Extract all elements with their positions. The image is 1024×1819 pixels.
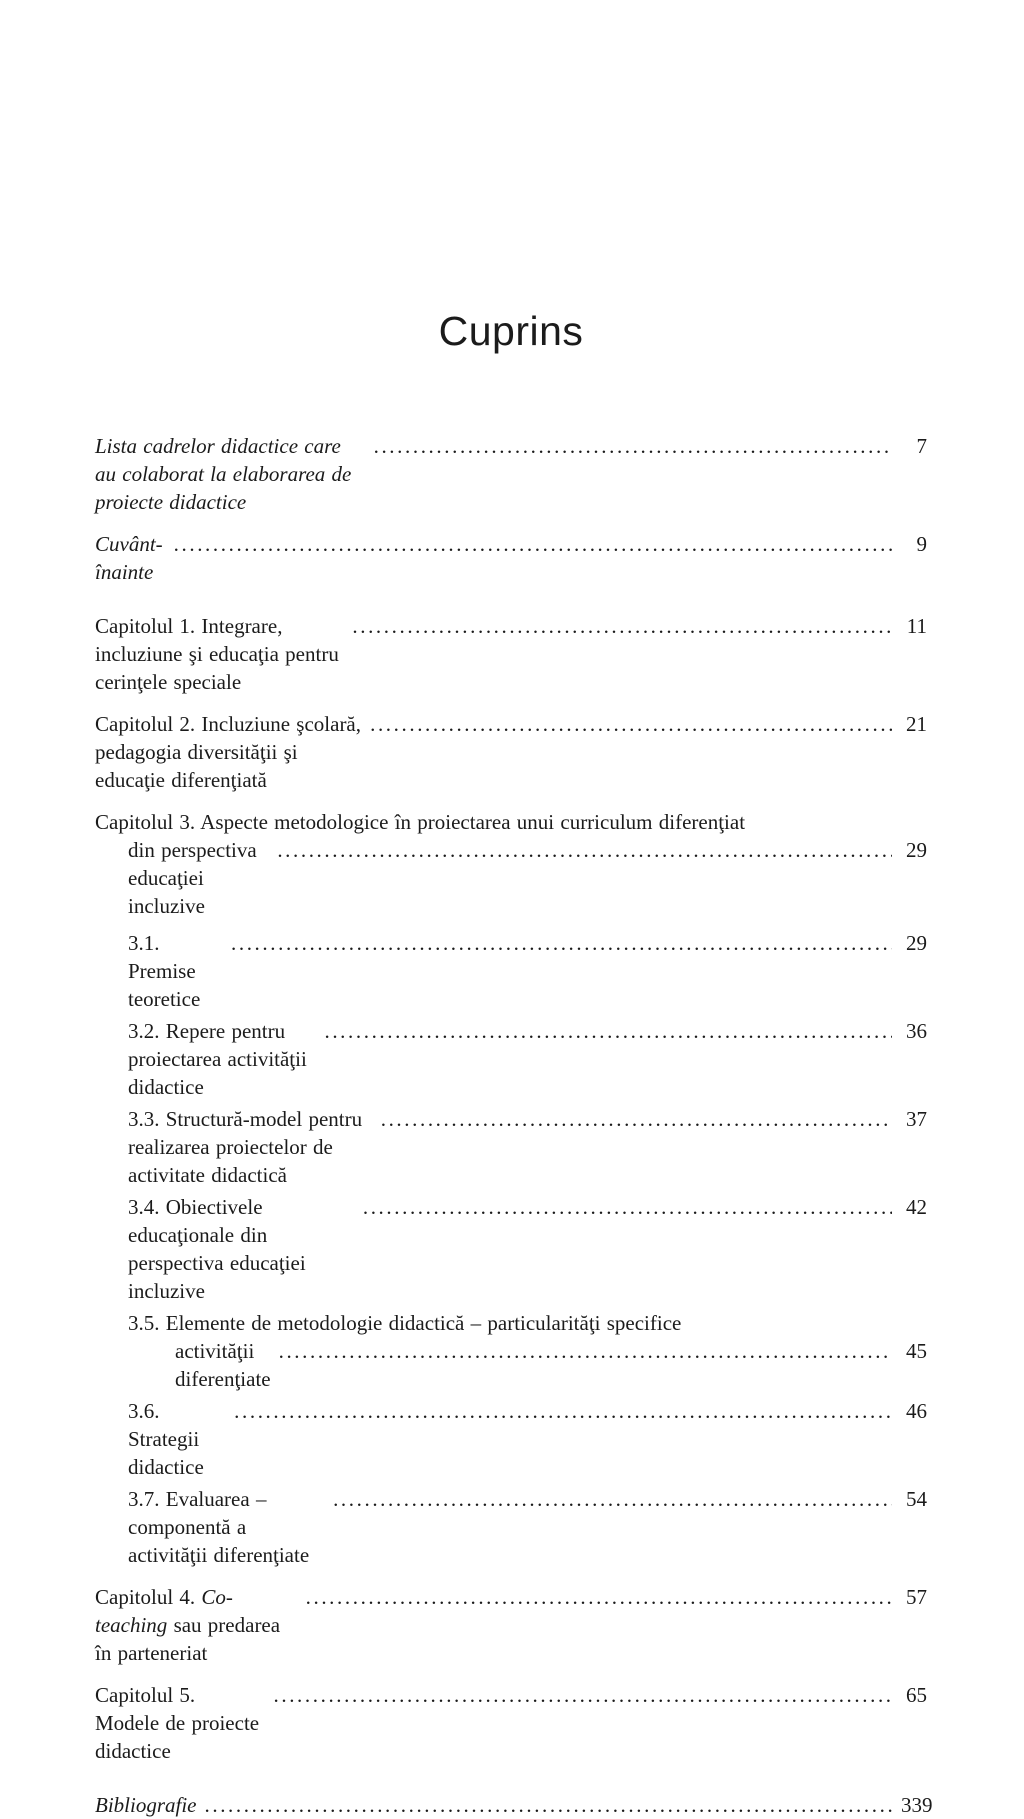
toc-entry — [95, 1791, 933, 1819]
toc-entry-label — [95, 1583, 298, 1667]
toc-leader — [355, 1193, 892, 1221]
toc-entry-line — [128, 1485, 927, 1569]
toc-page-number: 7 — [916, 434, 927, 458]
toc-label-segment: 3.3. Structură-model pentru realizarea proiectelor de activitate didactică — [128, 1107, 369, 1187]
toc-page-number: 54 — [906, 1487, 927, 1511]
toc-leader — [325, 1485, 892, 1513]
toc-leader — [362, 710, 892, 738]
toc-entry-label — [95, 1681, 266, 1765]
toc-page-number: 29 — [906, 931, 927, 955]
toc-leader — [366, 432, 892, 460]
toc-page-number: 37 — [906, 1107, 927, 1131]
toc-leader — [166, 530, 892, 558]
toc-page-number: 45 — [906, 1339, 927, 1363]
toc-leader — [298, 1583, 892, 1611]
toc-entry-line — [128, 1193, 927, 1305]
toc-label-segment: Capitolul 4. — [95, 1585, 202, 1609]
toc-page-number: 339 — [901, 1793, 933, 1817]
toc-leader — [271, 1337, 892, 1365]
toc-label-segment: Capitolul 2. Incluziune şcolară, pedagogia diversităţii şi educaţie diferenţiată — [95, 712, 368, 792]
toc-leader — [226, 1397, 892, 1425]
toc-entry-label-continuation: activităţii diferenţiate — [175, 1339, 271, 1391]
toc-label-segment: 3.7. Evaluarea – componentă a activităţii diferenţiate — [128, 1487, 310, 1567]
toc-entry-label — [95, 808, 745, 836]
toc-list — [95, 432, 933, 1819]
toc-entry-label — [95, 432, 366, 516]
toc-page-number: 11 — [906, 614, 927, 638]
toc-entry-label — [128, 1105, 373, 1189]
toc-label-segment: sau predarea în parteneriat — [95, 1613, 287, 1665]
toc-entry-label — [128, 1397, 226, 1481]
toc-entry — [95, 1193, 927, 1305]
toc-page-number: 57 — [906, 1585, 927, 1609]
toc-page-number: 9 — [916, 532, 927, 556]
toc-entry — [95, 1583, 927, 1667]
toc-entry-label — [128, 1485, 325, 1569]
toc-entry — [95, 710, 927, 794]
toc-page-number: 29 — [906, 838, 927, 862]
toc-leader — [344, 612, 892, 640]
toc-entry-label-continuation: din perspectiva educaţiei incluzive — [128, 838, 263, 918]
toc-leader — [197, 1791, 893, 1819]
toc-entry-line — [128, 1105, 927, 1189]
toc-label-segment: Bibliografie — [95, 1793, 197, 1817]
toc-entry-line — [128, 1397, 927, 1481]
toc-entry-line — [95, 1681, 927, 1765]
toc-label-segment: Capitolul 3. Aspecte metodologice în proiectarea unui curriculum diferenţiat — [95, 810, 746, 834]
toc-entry — [95, 612, 927, 696]
toc-entry — [95, 1681, 927, 1765]
toc-entry-line — [128, 929, 927, 1013]
toc-entry-line — [95, 836, 927, 920]
toc-leader — [269, 836, 892, 864]
toc-entry-line — [128, 1337, 927, 1393]
toc-entry-line — [95, 530, 927, 586]
toc-entry-line — [95, 1583, 927, 1667]
toc-entry — [95, 1397, 927, 1481]
toc-label-segment: 3.1. Premise teoretice — [128, 931, 202, 1011]
toc-entry — [95, 1105, 927, 1189]
toc-entry-line — [95, 612, 927, 696]
toc-leader — [266, 1681, 893, 1709]
toc-label-segment: 3.4. Obiectivele educaţionale din perspectiva educaţiei incluzive — [128, 1195, 312, 1303]
toc-entry-label — [95, 1791, 197, 1819]
toc-entry — [95, 432, 927, 516]
toc-label-segment: Lista cadrelor didactice care au colaborat la elaborarea de proiecte didactice — [95, 434, 358, 514]
page-title: Cuprins — [438, 308, 584, 354]
toc-page-number: 46 — [906, 1399, 927, 1423]
toc-label-segment: Co-teaching — [95, 1585, 233, 1637]
toc-page-number: 21 — [906, 712, 927, 736]
toc-page-number: 36 — [906, 1019, 927, 1043]
toc-entry-line — [95, 432, 927, 516]
toc-entry — [95, 530, 927, 586]
toc-label-segment: Cuvânt-înainte — [95, 532, 163, 584]
toc-leader — [223, 929, 892, 957]
toc-leader — [373, 1105, 892, 1133]
toc-page-number: 65 — [906, 1683, 927, 1707]
toc-entry-label — [95, 530, 166, 586]
toc-entry-label — [128, 1309, 681, 1337]
toc-entry-label — [128, 929, 223, 1013]
toc-entry — [95, 929, 927, 1013]
toc-entry-line — [128, 1017, 927, 1101]
toc-entry — [95, 1309, 927, 1393]
toc-entry-label — [128, 1193, 355, 1305]
toc-entry — [95, 808, 927, 920]
toc-page-number: 42 — [906, 1195, 927, 1219]
toc-entry — [95, 1017, 927, 1101]
toc-label-segment: 3.5. Elemente de metodologie didactică – particularităţi specifice — [128, 1311, 682, 1335]
toc-label-segment: 3.2. Repere pentru proiectarea activităţii didactice — [128, 1019, 314, 1099]
toc-entry-label — [95, 612, 344, 696]
toc-entry — [95, 1485, 927, 1569]
toc-label-segment: Capitolul 1. Integrare, incluziune şi educaţia pentru cerinţele speciale — [95, 614, 346, 694]
toc-entry-line — [95, 808, 927, 836]
toc-entry-label — [128, 1017, 316, 1101]
toc-entry-line — [95, 1791, 933, 1819]
toc-label-segment: Capitolul 5. Modele de proiecte didactice — [95, 1683, 266, 1763]
toc-label-segment: 3.6. Strategii didactice — [128, 1399, 206, 1479]
toc-entry-line — [95, 710, 927, 794]
toc-entry-label — [95, 710, 368, 794]
toc-entry-line — [128, 1309, 927, 1337]
toc-leader — [316, 1017, 892, 1045]
